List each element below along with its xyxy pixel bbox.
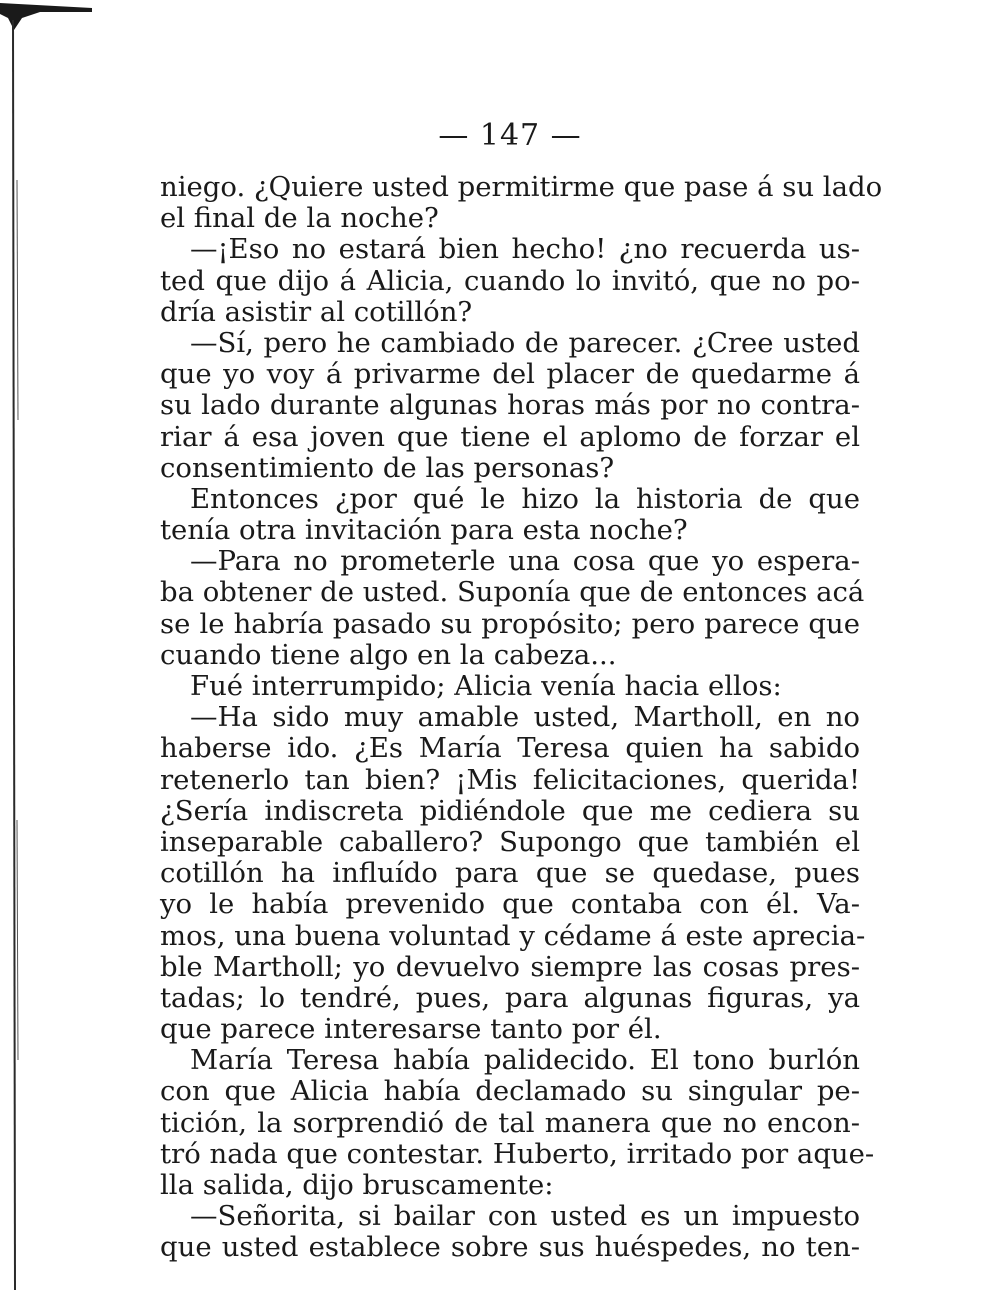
text-line: Fué interrumpido; Alicia venía hacia ellos: xyxy=(190,670,782,702)
text-line: cuando tiene algo en la cabeza... xyxy=(160,638,617,671)
text-line: riar á esa joven que tiene el aplomo de forzar el xyxy=(160,420,860,453)
page-number: — 147 — xyxy=(438,118,582,153)
text-line: ba obtener de usted. Suponía que de entonces acá xyxy=(160,576,865,609)
text-line: lla salida, dijo bruscamente: xyxy=(160,1169,554,1201)
text-line: ¿Sería indiscreta pidiéndole que me cediera su xyxy=(160,794,860,827)
text-line: mos, una buena voluntad y cédame á este aprecia- xyxy=(160,919,866,952)
text-line: —¡Eso no estará bien hecho! ¿no recuerda us- xyxy=(190,233,860,266)
text-line: cotillón ha influído para que se quedase, pues xyxy=(160,857,860,890)
text-line: retenerlo tan bien? ¡Mis felicitaciones, querida! xyxy=(160,763,860,796)
text-line: yo le había prevenido que contaba con él. Va- xyxy=(160,888,860,921)
text-line: haberse ido. ¿Es María Teresa quien ha sabido xyxy=(160,732,860,765)
text-line: el final de la noche? xyxy=(160,202,439,235)
text-line: —Para no prometerle una cosa que yo espera- xyxy=(190,545,860,578)
text-line: que parece interesarse tanto por él. xyxy=(160,1013,662,1046)
text-line: tadas; lo tendré, pues, para algunas figuras, ya xyxy=(160,981,860,1014)
text-line: Entonces ¿por qué le hizo la historia de que xyxy=(190,482,860,515)
text-line: tró nada que contestar. Huberto, irritado por aque- xyxy=(160,1137,875,1170)
text-line: con que Alicia había declamado su singular pe- xyxy=(160,1075,860,1108)
text-line: María Teresa había palidecido. El tono burlón xyxy=(190,1044,860,1077)
text-line: que usted establece sobre sus huéspedes, no ten- xyxy=(160,1231,860,1264)
text-line: inseparable caballero? Supongo que también el xyxy=(160,825,860,858)
text-line: ble Martholl; yo devuelvo siempre las cosas pres- xyxy=(160,950,860,983)
body-text xyxy=(160,171,883,1264)
text-line: tición, la sorprendió de tal manera que no encon- xyxy=(160,1106,860,1139)
text-line: —Sí, pero he cambiado de parecer. ¿Cree usted xyxy=(190,326,860,359)
text-line: niego. ¿Quiere usted permitirme que pase á su lado xyxy=(160,171,883,203)
text-line: que yo voy á privarme del placer de quedarme á xyxy=(160,358,860,391)
text-line: consentimiento de las personas? xyxy=(160,451,615,484)
text-line: dría asistir al cotillón? xyxy=(160,295,473,328)
text-line: se le habría pasado su propósito; pero parece que xyxy=(160,607,860,640)
text-line: —Señorita, si bailar con usted es un impuesto xyxy=(190,1200,860,1233)
text-line: tenía otra invitación para esta noche? xyxy=(160,514,688,547)
text-line: ted que dijo á Alicia, cuando lo invitó, que no po- xyxy=(160,264,860,297)
text-line: su lado durante algunas horas más por no contra- xyxy=(160,389,860,422)
text-line: —Ha sido muy amable usted, Martholl, en no xyxy=(190,701,860,734)
